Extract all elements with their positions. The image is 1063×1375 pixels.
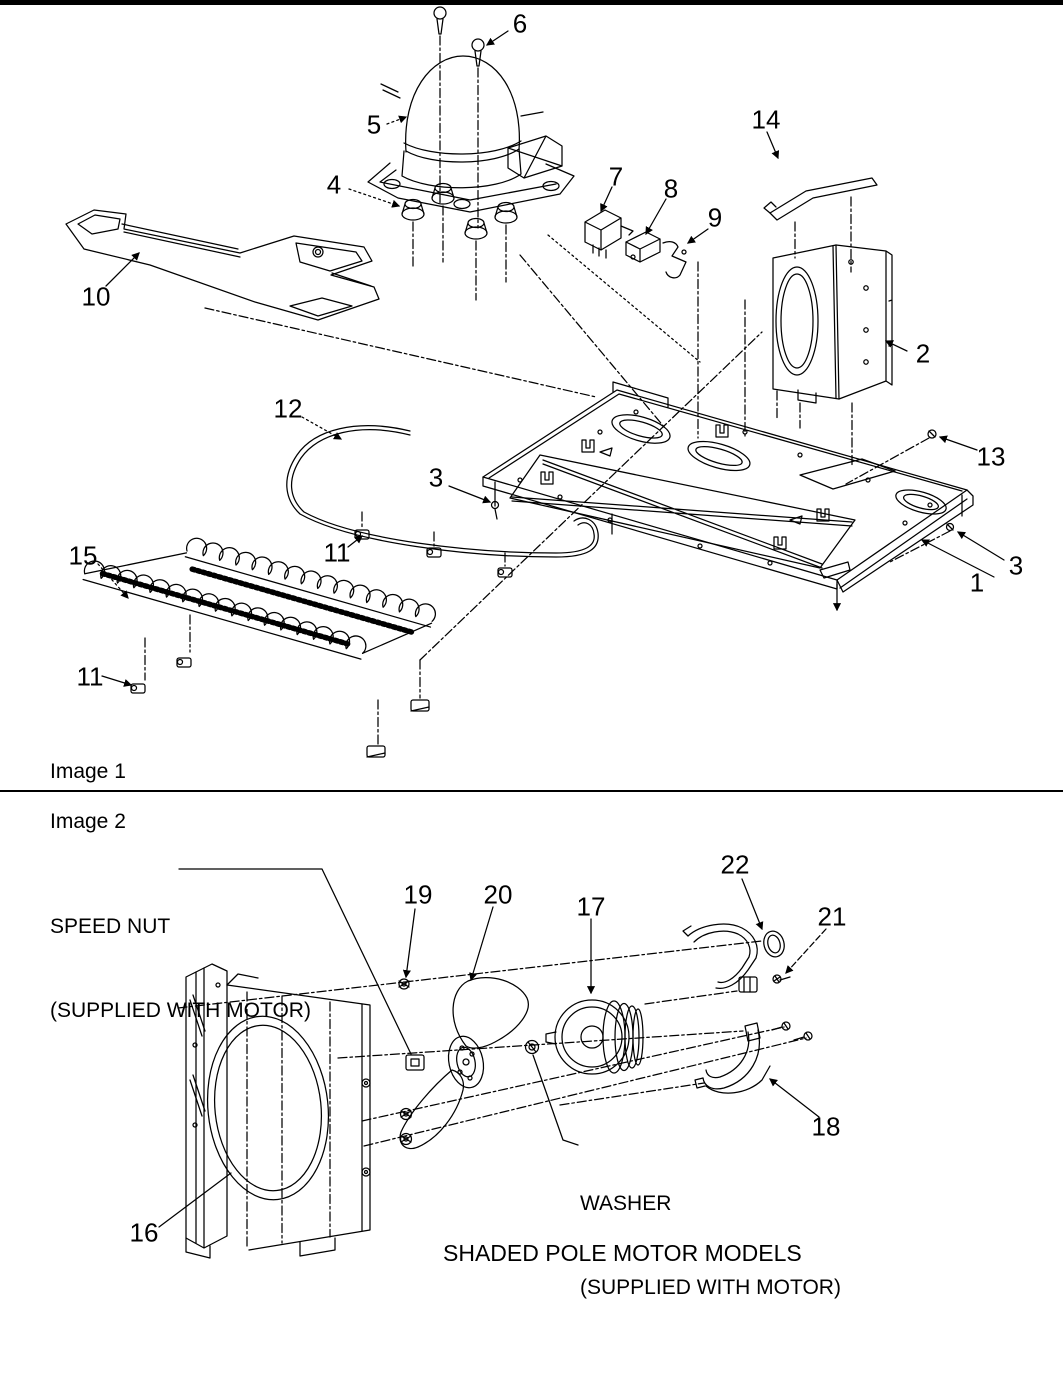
speed-nut xyxy=(406,1055,424,1070)
callout-9: 9 xyxy=(707,202,723,233)
callout-10: 10 xyxy=(81,281,111,312)
washer-note-line2: (SUPPLIED WITH MOTOR) xyxy=(580,1276,841,1299)
speed-nut-note-line2: (SUPPLIED WITH MOTOR) xyxy=(50,999,311,1022)
assembly-axis-line xyxy=(362,512,505,566)
callout-12: 12 xyxy=(273,393,303,424)
callout-21: 21 xyxy=(817,901,847,932)
callout-11-tube: 11 xyxy=(323,537,351,568)
compressor-mounting-screw xyxy=(434,7,484,66)
callout-4: 4 xyxy=(326,169,342,200)
callout-1: 1 xyxy=(969,567,985,598)
drain-pan xyxy=(66,210,379,320)
push-nut xyxy=(399,979,412,1145)
compressor xyxy=(368,56,574,212)
motor-grommet xyxy=(761,929,787,959)
callout-8: 8 xyxy=(663,173,679,204)
washer-leader-line xyxy=(533,1055,578,1145)
assembly-axis-line xyxy=(420,332,762,660)
assembly-axis-line xyxy=(548,235,700,362)
overload-protector xyxy=(626,232,660,262)
callout-7: 7 xyxy=(608,161,624,192)
speed-nut-note-line1: SPEED NUT xyxy=(50,915,171,938)
callout-15: 15 xyxy=(68,540,98,571)
base-plate xyxy=(483,382,973,592)
speed-nut-note xyxy=(50,857,311,1081)
callout-13: 13 xyxy=(976,441,1006,472)
assembly-axis-line xyxy=(413,206,506,300)
assembly-axis-line xyxy=(145,615,420,744)
washer xyxy=(526,1041,539,1054)
condenser-coil xyxy=(82,511,438,757)
callout-2: 2 xyxy=(915,338,931,369)
assembly-axis-line xyxy=(205,308,596,397)
callout-5: 5 xyxy=(366,109,382,140)
washer-note-line1: WASHER xyxy=(580,1192,672,1215)
tube-clip xyxy=(131,530,512,693)
callout-22: 22 xyxy=(720,849,750,880)
callout-18: 18 xyxy=(811,1111,841,1142)
compressor-grommet xyxy=(402,184,517,240)
assembly-axis-line xyxy=(795,197,851,272)
callout-20: 20 xyxy=(483,879,513,910)
image2-caption: SHADED POLE MOTOR MODELS xyxy=(443,1240,802,1266)
motor-mount-cowl xyxy=(683,924,757,992)
callout-17: 17 xyxy=(576,891,606,922)
image2-section-label: Image 2 xyxy=(50,810,126,833)
callout-3-left: 3 xyxy=(428,462,444,493)
fan-motor xyxy=(546,1000,643,1074)
callout-11-coil: 11 xyxy=(76,661,104,692)
callout-6: 6 xyxy=(512,8,528,39)
image1-section-label: Image 1 xyxy=(50,760,126,783)
condenser-fan-shroud xyxy=(773,245,892,403)
callout-3-right: 3 xyxy=(1008,550,1024,581)
callout-16: 16 xyxy=(129,1217,159,1248)
assembly-axis-line xyxy=(520,255,665,428)
callout-14: 14 xyxy=(751,104,781,135)
wire-clip xyxy=(663,242,686,278)
callout-leader-lines-image1 xyxy=(98,31,1004,685)
motor-mount-screw xyxy=(773,975,790,983)
callout-19: 19 xyxy=(403,879,433,910)
shroud-bracket xyxy=(764,178,877,220)
